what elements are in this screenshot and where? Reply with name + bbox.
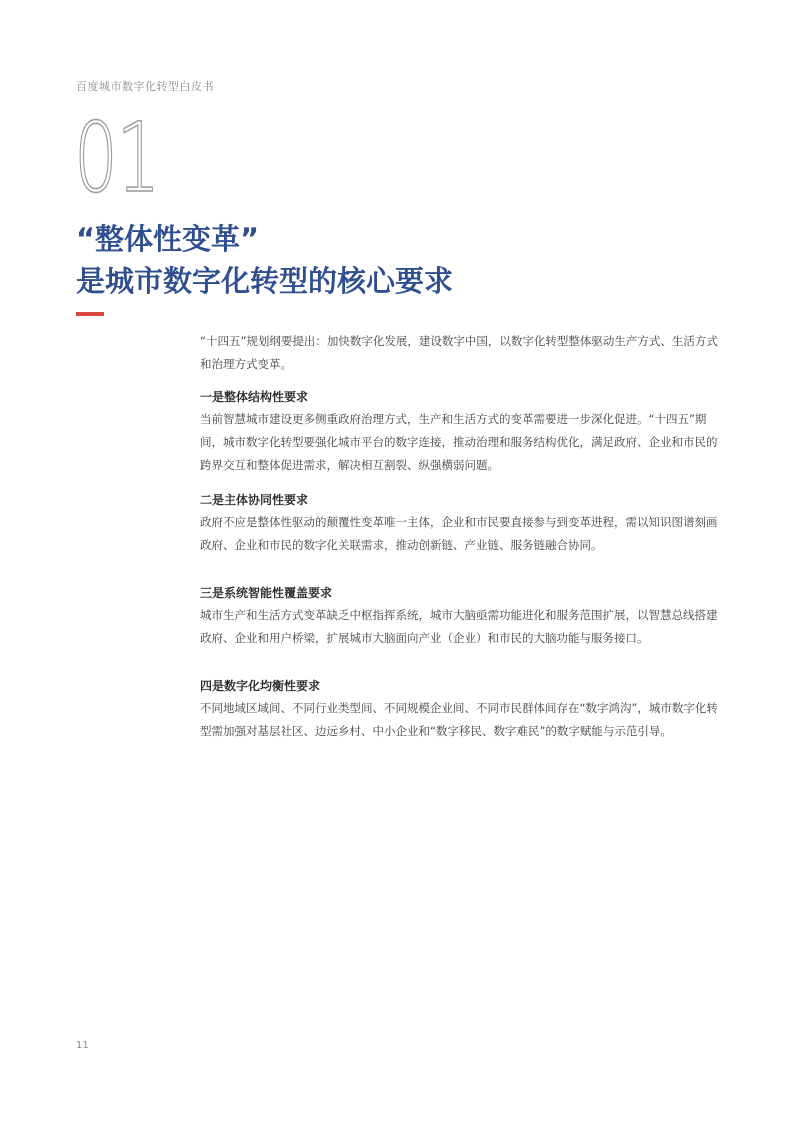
section-heading: 二是主体协同性要求 bbox=[200, 493, 309, 507]
section-body: 城市生产和生活方式变革缺乏中枢指挥系统，城市大脑亟需功能进化和服务范围扩展，以智慧总线搭建政府、企业和用户桥梁，扩展城市大脑面向产业（企业）和市民的大脑功能与服务接口。 bbox=[200, 608, 718, 645]
section-body: 当前智慧城市建设更多侧重政府治理方式，生产和生活方式的变革需要进一步深化促进。“十四五”期间，城市数字化转型要强化城市平台的数字连接，推动治理和服务结构优化，满足政府、企业和市民的跨界交互和整体促进需求，解决相互割裂、纵强横弱问题。 bbox=[200, 412, 718, 472]
section-intelligence bbox=[200, 582, 720, 650]
section-heading: 四是数字化均衡性要求 bbox=[200, 679, 321, 693]
page-title-line-1: “整体性变革” bbox=[76, 222, 260, 256]
chapter-number: 01 bbox=[74, 102, 160, 214]
page-number: 11 bbox=[76, 1040, 89, 1051]
intro-paragraph: “十四五”规划纲要提出：加快数字化发展，建设数字中国，以数字化转型整体驱动生产方式、生活方式和治理方式变革。 bbox=[200, 334, 718, 371]
page-title bbox=[76, 218, 453, 302]
main-content bbox=[200, 330, 720, 743]
section-body: 不同地域区域间、不同行业类型间、不同规模企业间、不同市民群体间存在“数字鸿沟”，城市数字化转型需加强对基层社区、边远乡村、中小企业和“数字移民、数字难民”的数字赋能与示范引导。 bbox=[200, 701, 718, 738]
section-balance bbox=[200, 675, 720, 743]
title-accent-bar bbox=[76, 312, 104, 316]
section-body: 政府不应是整体性驱动的颠覆性变革唯一主体，企业和市民要直接参与到变革进程，需以知识图谱刻画政府、企业和市民的数字化关联需求，推动创新链、产业链、服务链融合协同。 bbox=[200, 515, 718, 552]
running-header: 百度城市数字化转型白皮书 bbox=[76, 80, 214, 93]
section-structural bbox=[200, 386, 720, 477]
section-heading: 三是系统智能性覆盖要求 bbox=[200, 586, 333, 600]
section-heading: 一是整体结构性要求 bbox=[200, 390, 309, 404]
page-title-line-2: 是城市数字化转型的核心要求 bbox=[76, 264, 454, 298]
section-collaboration bbox=[200, 489, 720, 557]
